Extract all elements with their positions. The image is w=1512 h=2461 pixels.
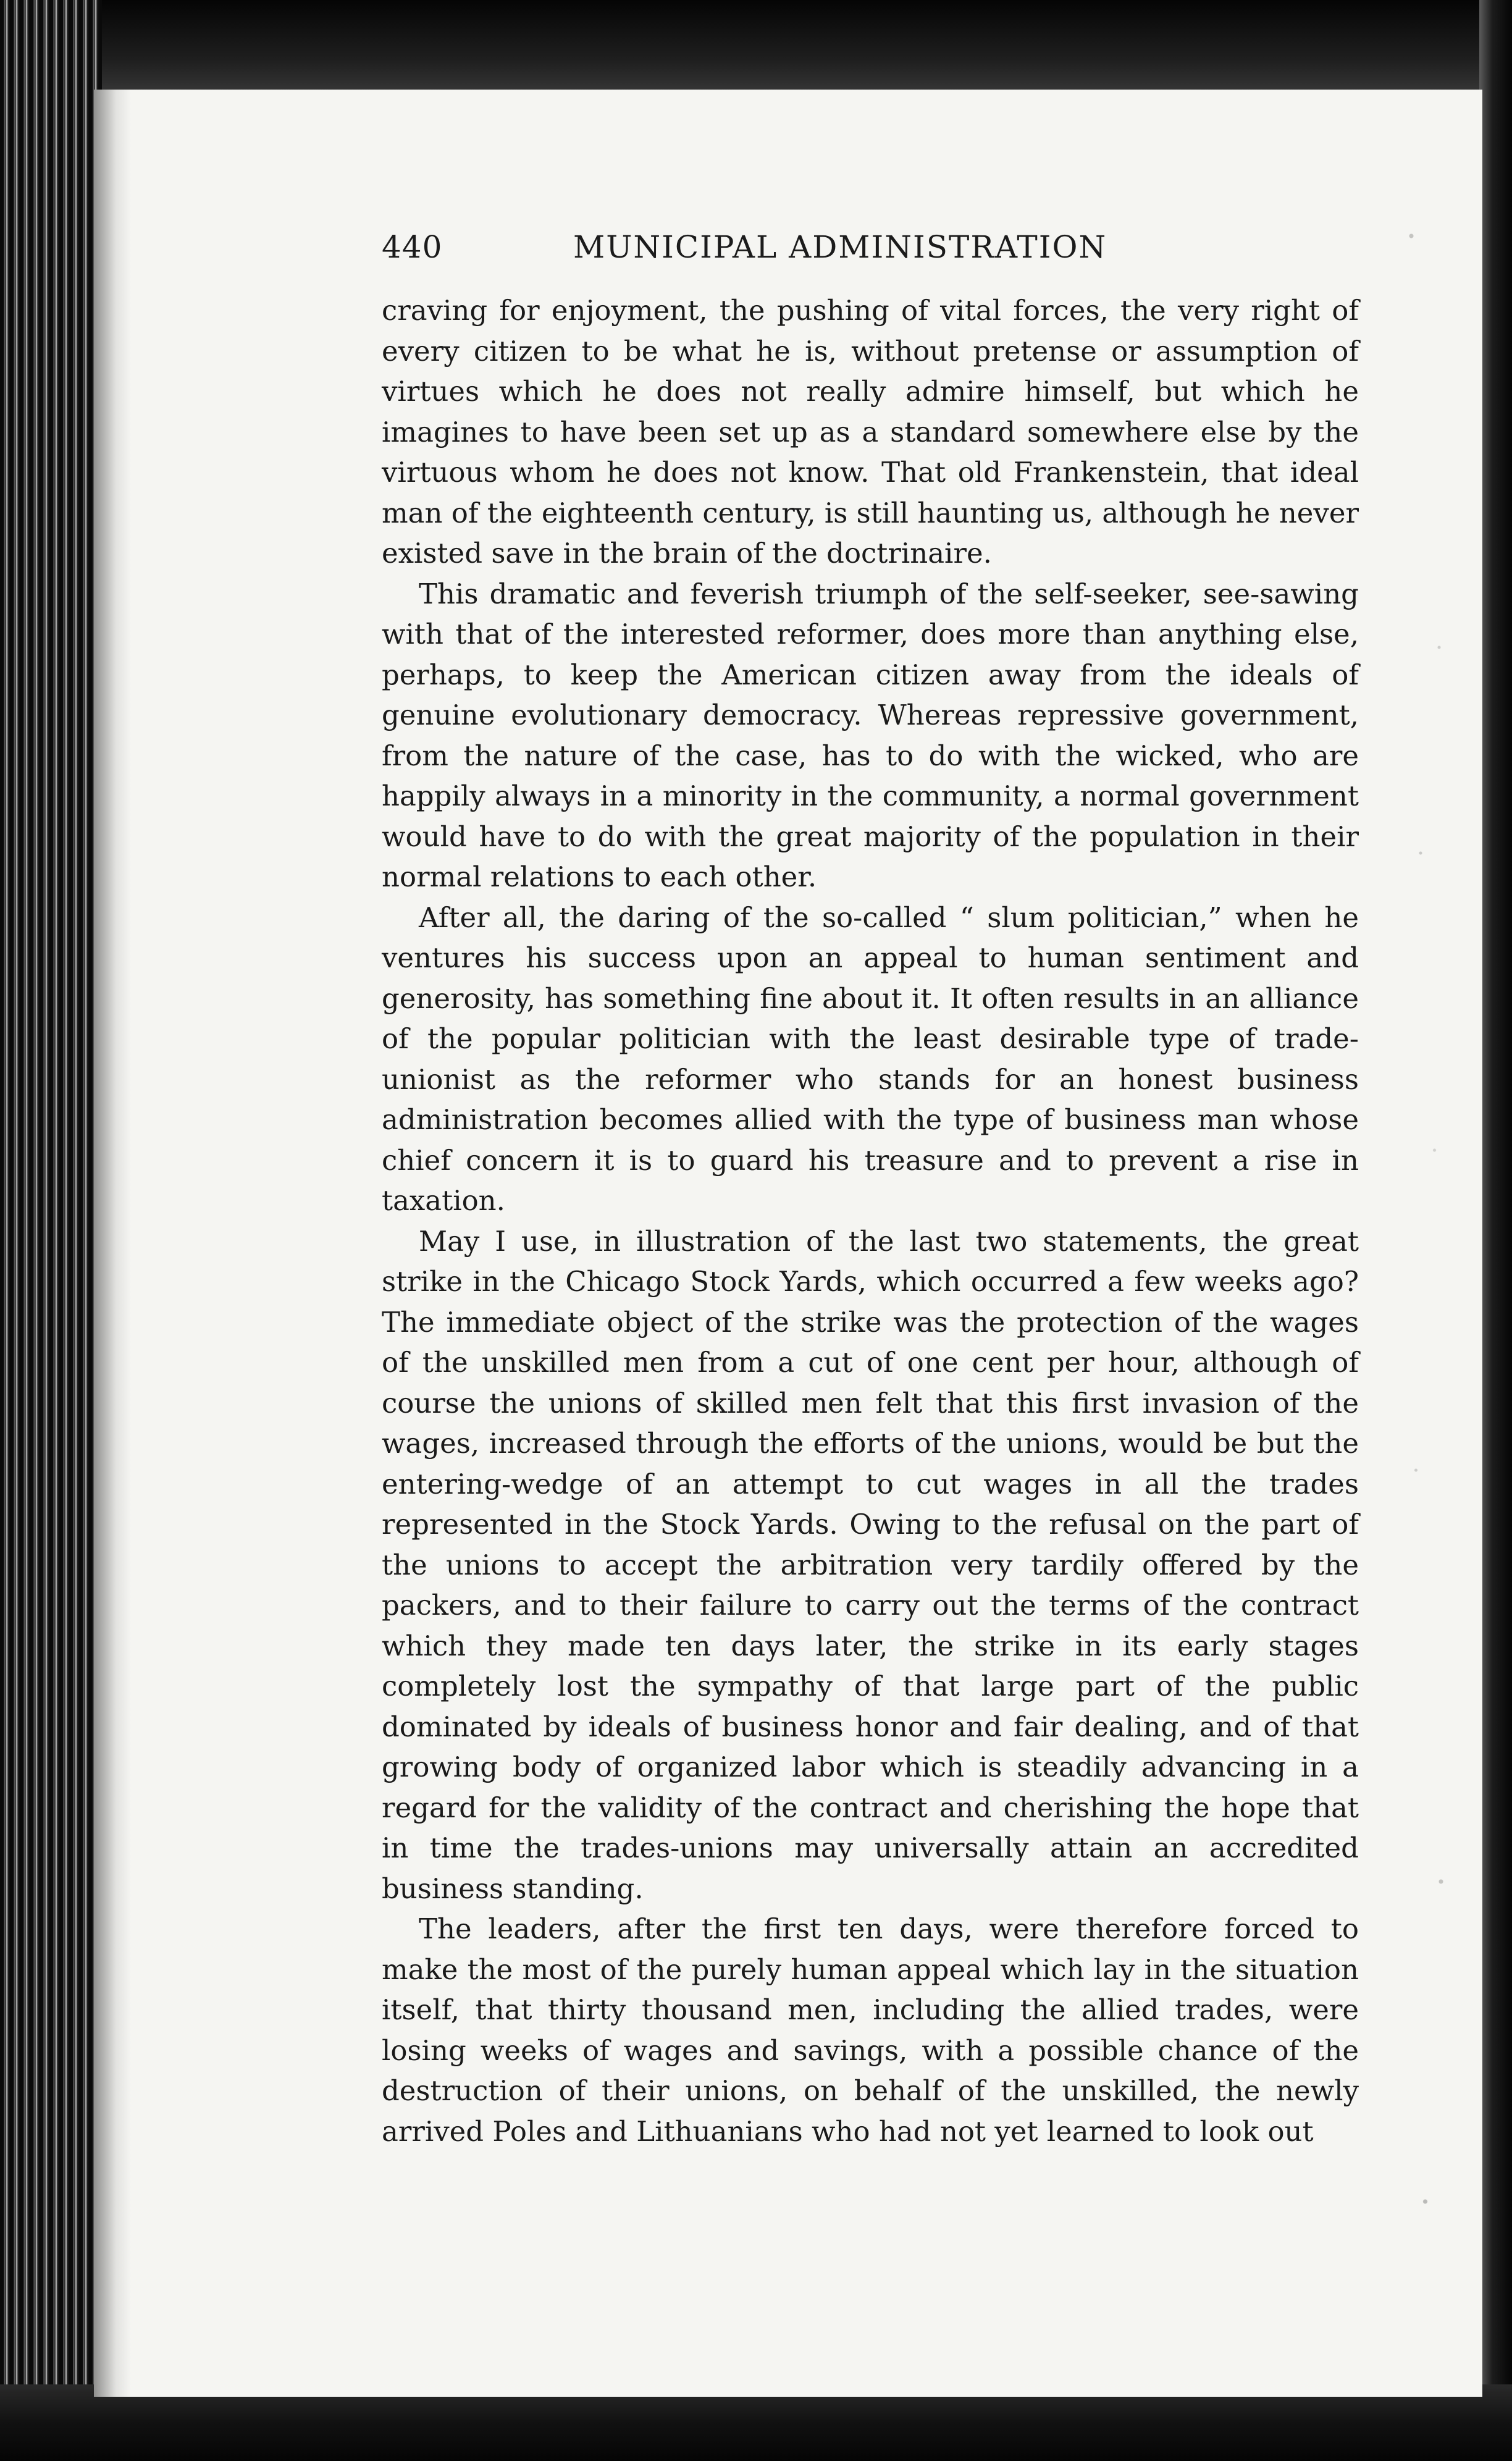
- paragraph: The leaders, after the first ten days, were therefore forced to make the most of the purely human appeal which lay in the situation itself, that thirty thousand men, including the allied trades, were losing weeks of wages and savings, with a possible chance of the destruction of their unions, on behalf of the unskilled, the newly arrived Poles and Lithuanians who had not yet learned to look out: [382, 1912, 1359, 2148]
- paragraph: May I use, in illustration of the last two statements, the great strike in the Chicago Stock Yards, which occurred a few weeks ago? The immediate object of the strike was the protection of the wages of the unskilled men from a cut of one cent per hour, although of course the unions of skilled men felt that this first invasion of the wages, increased through the efforts of the unions, would be but the entering-wedge of an attempt to cut wages in all the trades represented in the Stock Yards. Owing to the refusal on the part of the unions to accept the arbitration very tardily offered by the packers, and to their failure to carry out the terms of the contract which they made ten days later, the strike in its early stages completely lost the sympathy of that large part of the public dominated by ideals of business honor and fair dealing, and of that growing body of organized labor which is steadily advancing in a regard for the validity of the contract and cherishing the hope that in time the trades-unions may universally attain an accredited business standing.: [382, 1224, 1359, 1905]
- running-title: MUNICIPAL ADMINISTRATION: [573, 229, 1107, 265]
- paragraph: This dramatic and feverish triumph of the self-seeker, see-sawing with that of the interested reformer, does more than anything else, perhaps, to keep the American citizen away from the ideals of genuine evolutionary democracy. Whereas repressive government, from the nature of the case, has to do with the wicked, who are happily always in a minority in the community, a normal government would have to do with the great majority of the population in their normal relations to each other.: [382, 577, 1359, 893]
- page-number: 440: [382, 229, 443, 265]
- page-speckle: [1384, 99, 1476, 2384]
- scan-edge-top: [0, 0, 1512, 99]
- gutter-shadow: [94, 90, 131, 2397]
- body-text: [382, 290, 1359, 2152]
- book-binding-edge: [0, 0, 102, 2461]
- scan-edge-right: [1479, 0, 1512, 2461]
- paragraph-continued: craving for enjoyment, the pushing of vital forces, the very right of every citizen to be what he is, without pretense or assumption of virtues which he does not really admire himself, but which he imagines to have been set up as a standard somewhere else by the virtuous whom he does not know. That old Frankenstein, that ideal man of the eighteenth century, is still haunting us, although he never existed save in the brain of the doctrinaire.: [382, 294, 1359, 570]
- page-header: [382, 222, 1358, 272]
- paragraph: After all, the daring of the so-called “ slum politician,” when he ventures his success upon an appeal to human sentiment and generosity, has something fine about it. It often results in an alliance of the popular politician with the least desirable type of trade-unionist as the reformer who stands for an honest business administration becomes allied with the type of business man whose chief concern it is to guard his treasure and to prevent a rise in taxation.: [382, 901, 1359, 1217]
